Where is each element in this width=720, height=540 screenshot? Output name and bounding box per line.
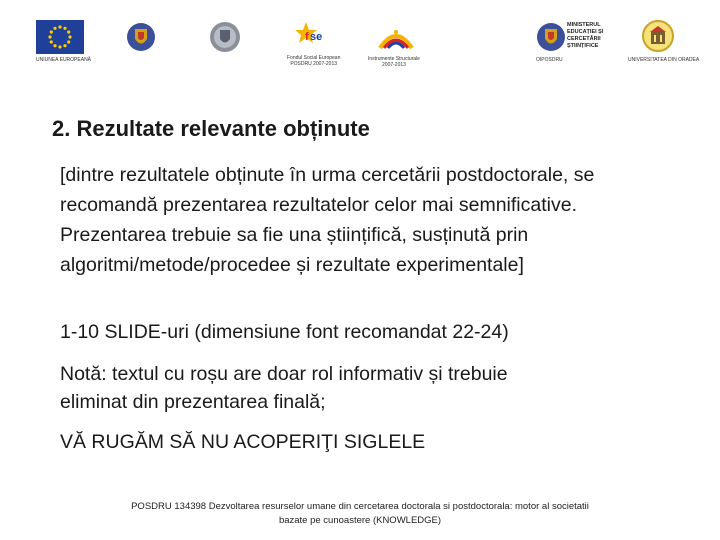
svg-text:f: f [305, 31, 309, 43]
note-line-1: Notă: textul cu roșu are doar rol informativ și trebuie [60, 363, 508, 385]
bracket-paragraph: [dintre rezultatele obținute în urma cercetării postdoctorale, se recomandă prezentarea rezultatelor celor mai semnificative. Prezentarea trebuie sa fie una științifică, susținută prin algoritmi/metode/procedee și rezultate experimentale] [60, 164, 595, 276]
slides-hint: 1-10 SLIDE-uri (dimensiune font recomandat 22-24) [60, 321, 509, 343]
slide-title: 2. Rezultate relevante obținute [52, 116, 370, 141]
university-caption: UNIVERSITATEA DIN ORADEA [628, 57, 700, 63]
university-logo [642, 18, 674, 54]
svg-text:se: se [310, 31, 323, 43]
ministry-label: MINISTERUL EDUCAȚIEI ȘI CERCETĂRII ȘTIINȚIFICE [567, 22, 604, 49]
structural-instruments-logo [376, 22, 416, 54]
note-line-2: eliminat din prezentarea finală; [60, 391, 326, 413]
warning-text: VĂ RUGĂM SĂ NU ACOPERIŢI SIGLELE [60, 431, 426, 453]
footer [80, 500, 640, 528]
eu-flag-logo [36, 20, 84, 54]
structural-instruments-caption: Instrumente Structurale 2007-2013 [368, 56, 420, 68]
ministry-crest-icon [209, 20, 241, 54]
oiposdru-caption: OIPOSDRU [536, 57, 563, 63]
oiposdru-crest-icon [536, 20, 566, 54]
fse-logo [296, 18, 326, 52]
eu-caption: UNIUNEA EUROPEANĂ [36, 57, 92, 63]
logo-bar [0, 0, 720, 80]
footer-line-2: bazate pe cunoastere (KNOWLEDGE) [278, 515, 442, 526]
footer-line-1: POSDRU 134398 Dezvoltarea resurselor umane din cercetarea doctorala si postdoctorala: motor al societatii [131, 501, 589, 512]
romanian-coat-of-arms-icon [126, 20, 156, 54]
fse-caption: Fondul Social European POSDRU 2007-2013 [287, 55, 341, 67]
